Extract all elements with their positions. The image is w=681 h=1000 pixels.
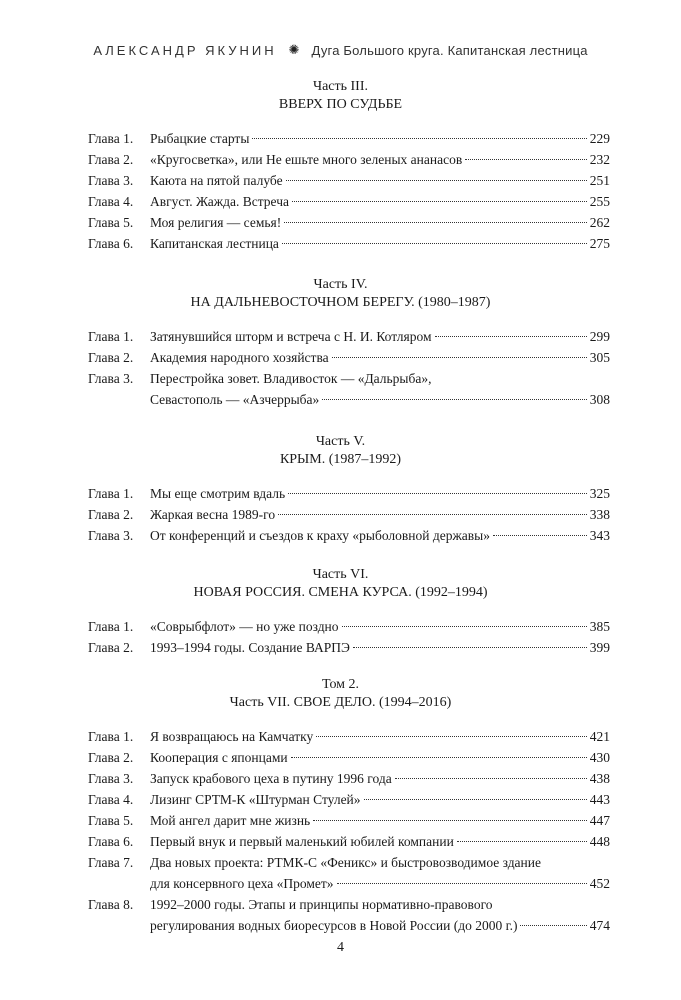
chapter-title: Затянувшийся шторм и встреча с Н. И. Котляром (150, 329, 432, 344)
chapter-label: Глава 3. (88, 173, 134, 188)
toc-part-4 (0, 276, 681, 410)
toc-entry[interactable] (0, 212, 681, 233)
dot-leader (435, 336, 587, 337)
chapter-label: Глава 1. (88, 619, 134, 634)
part-title: КРЫМ. (1987–1992) (279, 452, 402, 467)
chapter-title: Лизинг СРТМ-К «Штурман Стулей» (150, 792, 361, 807)
part-title: ВВЕРХ ПО СУДЬБЕ (278, 97, 403, 112)
part-heading (0, 433, 681, 469)
toc-entry[interactable] (0, 191, 681, 212)
dot-leader (465, 159, 587, 160)
part-title: НА ДАЛЬНЕВОСТОЧНОМ БЕРЕГУ. (1980–1987) (190, 295, 491, 310)
dot-leader (284, 222, 587, 223)
chapter-label: Глава 2. (88, 640, 134, 655)
chapter-title: Два новых проекта: РТМК-С «Феникс» и быстровозводимое здание (150, 855, 541, 870)
toc-entry[interactable] (0, 347, 681, 368)
part-title: Часть VII. СВОЕ ДЕЛО. (1994–2016) (229, 695, 452, 710)
toc-entry[interactable] (0, 831, 681, 852)
toc-entry[interactable] (0, 483, 681, 504)
chapter-label: Глава 5. (88, 215, 134, 230)
dot-leader (322, 399, 586, 400)
chapter-title: Жаркая весна 1989-го (150, 507, 276, 522)
toc-part-3 (0, 78, 681, 254)
chapter-page: 338 (589, 507, 610, 522)
dot-leader (288, 493, 587, 494)
dot-leader (282, 243, 587, 244)
chapter-title: Кооперация с японцами (150, 750, 288, 765)
chapter-page: 251 (589, 173, 610, 188)
chapter-title: Моя религия — семья! (150, 215, 282, 230)
chapter-page: 443 (589, 792, 610, 807)
chapter-page: 305 (589, 350, 610, 365)
part-number: Часть VI. (312, 567, 369, 582)
dot-leader (332, 357, 587, 358)
chapter-page: 262 (589, 215, 610, 230)
chapter-title: 1992–2000 годы. Этапы и принципы нормативно-правового (150, 897, 493, 912)
chapter-title: Первый внук и первый маленький юбилей компании (150, 834, 454, 849)
dot-leader (291, 757, 587, 758)
dot-leader (337, 883, 587, 884)
chapter-label: Глава 5. (88, 813, 134, 828)
chapter-page: 275 (589, 236, 610, 251)
chapter-title: Капитанская лестница (150, 236, 279, 251)
chapter-page: 448 (589, 834, 610, 849)
part-title: НОВАЯ РОССИЯ. СМЕНА КУРСА. (1992–1994) (193, 585, 488, 600)
chapter-title: «Соврыбфлот» — но уже поздно (150, 619, 339, 634)
chapter-label: Глава 3. (88, 771, 134, 786)
chapter-label: Глава 1. (88, 329, 134, 344)
chapter-page: 232 (589, 152, 610, 167)
chapter-page: 299 (589, 329, 610, 344)
dot-leader (292, 201, 587, 202)
part-heading (0, 566, 681, 602)
chapter-page: 385 (589, 619, 610, 634)
chapter-page: 325 (589, 486, 610, 501)
chapter-label: Глава 6. (88, 236, 134, 251)
toc-entry[interactable] (0, 128, 681, 149)
chapter-label: Глава 8. (88, 897, 134, 912)
header-author: АЛЕКСАНДР ЯКУНИН (93, 42, 277, 58)
toc-part-7 (0, 676, 681, 936)
chapter-label: Глава 4. (88, 194, 134, 209)
dot-leader (395, 778, 587, 779)
chapter-title: От конференций и съездов к краху «рыболовной державы» (150, 528, 490, 543)
toc-part-5 (0, 433, 681, 546)
dot-leader (252, 138, 586, 139)
running-header (0, 40, 681, 60)
chapter-title: 1993–1994 годы. Создание ВАРПЭ (150, 640, 350, 655)
toc-part-6 (0, 566, 681, 658)
chapter-page: 343 (589, 528, 610, 543)
dot-leader (353, 647, 587, 648)
toc-entry[interactable] (0, 368, 681, 410)
chapter-page: 474 (589, 918, 610, 933)
chapter-label: Глава 2. (88, 152, 134, 167)
part-number: Часть III. (312, 79, 368, 94)
chapter-page: 399 (589, 640, 610, 655)
chapter-page: 438 (589, 771, 610, 786)
toc-entry[interactable] (0, 170, 681, 191)
dot-leader (457, 841, 587, 842)
chapter-title: Мой ангел дарит мне жизнь (150, 813, 311, 828)
part-heading (0, 676, 681, 712)
header-book-title: Дуга Большого круга. Капитанская лестница (311, 42, 588, 58)
toc-entry[interactable] (0, 810, 681, 831)
ornament-icon: ✺ (288, 42, 300, 57)
dot-leader (286, 180, 587, 181)
chapter-title-cont: Севастополь — «Азчеррыба» (150, 392, 320, 407)
chapter-label: Глава 2. (88, 507, 134, 522)
toc-entry[interactable] (0, 504, 681, 525)
toc-entry[interactable] (0, 326, 681, 347)
toc-entry[interactable] (0, 894, 681, 936)
volume-number: Том 2. (321, 677, 360, 692)
chapter-page: 229 (589, 131, 610, 146)
chapter-title: Я возвращаюсь на Камчатку (150, 729, 314, 744)
toc-entry[interactable] (0, 149, 681, 170)
chapter-label: Глава 2. (88, 750, 134, 765)
chapter-title: Мы еще смотрим вдаль (150, 486, 286, 501)
toc-entry[interactable] (0, 747, 681, 768)
chapter-label: Глава 1. (88, 729, 134, 744)
part-number: Часть IV. (313, 277, 368, 292)
page-number: 4 (337, 940, 344, 955)
dot-leader (493, 535, 587, 536)
chapter-label: Глава 7. (88, 855, 134, 870)
dot-leader (520, 925, 586, 926)
chapter-page: 447 (589, 813, 610, 828)
toc-entry[interactable] (0, 726, 681, 747)
chapter-title-cont: регулирования водных биоресурсов в Новой России (до 2000 г.) (150, 918, 518, 933)
chapter-title: Перестройка зовет. Владивосток — «Дальрыба», (150, 371, 432, 386)
dot-leader (316, 736, 586, 737)
dot-leader (342, 626, 587, 627)
chapter-page: 421 (589, 729, 610, 744)
chapter-label: Глава 4. (88, 792, 134, 807)
toc-entry[interactable] (0, 637, 681, 658)
chapter-label: Глава 6. (88, 834, 134, 849)
chapter-label: Глава 3. (88, 528, 134, 543)
chapter-title: Академия народного хозяйства (150, 350, 329, 365)
chapter-page: 308 (589, 392, 610, 407)
chapter-title: Рыбацкие старты (150, 131, 250, 146)
toc-entry[interactable] (0, 768, 681, 789)
chapter-label: Глава 3. (88, 371, 134, 386)
dot-leader (278, 514, 587, 515)
chapter-title: «Кругосветка», или Не ешьте много зеленых ананасов (150, 152, 463, 167)
part-heading (0, 276, 681, 312)
chapter-title: Август. Жажда. Встреча (150, 194, 289, 209)
part-number: Часть V. (315, 434, 366, 449)
toc-entry[interactable] (0, 789, 681, 810)
dot-leader (364, 799, 587, 800)
toc-entry[interactable] (0, 233, 681, 254)
dot-leader (313, 820, 587, 821)
chapter-title: Запуск крабового цеха в путину 1996 года (150, 771, 392, 786)
toc-entry[interactable] (0, 852, 681, 894)
chapter-title: Каюта на пятой палубе (150, 173, 283, 188)
chapter-page: 430 (589, 750, 610, 765)
chapter-page: 255 (589, 194, 610, 209)
chapter-page: 452 (589, 876, 610, 891)
chapter-title-cont: для консервного цеха «Промет» (150, 876, 334, 891)
chapter-label: Глава 2. (88, 350, 134, 365)
chapter-label: Глава 1. (88, 486, 134, 501)
part-heading (0, 78, 681, 114)
chapter-label: Глава 1. (88, 131, 134, 146)
toc-entry[interactable] (0, 616, 681, 637)
toc-entry[interactable] (0, 525, 681, 546)
